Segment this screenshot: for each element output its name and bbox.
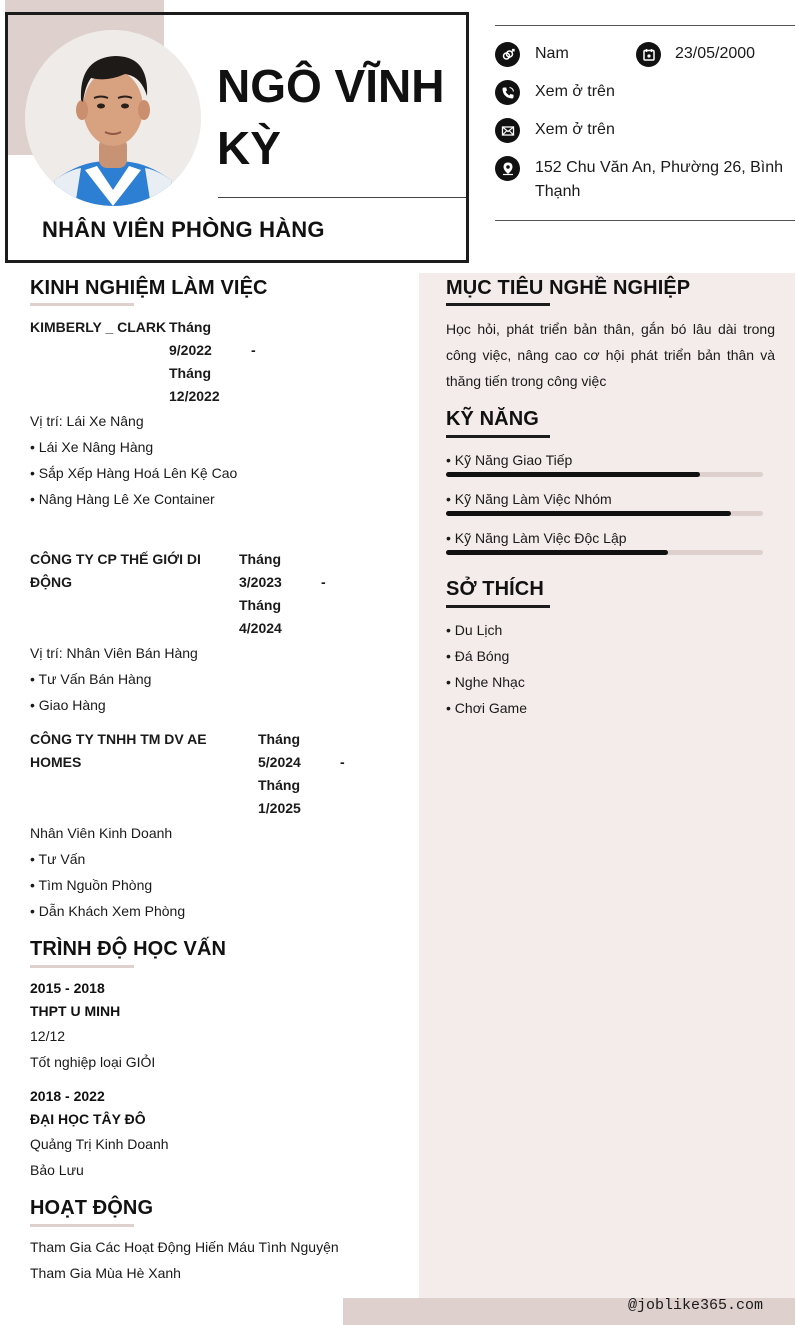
activity-item: Tham Gia Các Hoạt Động Hiến Máu Tình Nguyện (30, 1239, 339, 1255)
email-value: Xem ở trên (535, 121, 615, 138)
hobbies-list (446, 617, 527, 721)
job-details (30, 640, 198, 718)
education-detail: Tốt nghiệp loại GIỎI (30, 1054, 156, 1070)
hobby-item: • Du Lịch (446, 622, 503, 638)
job-entry (30, 316, 256, 408)
gender-value: Nam (535, 45, 569, 62)
gender-icon (495, 42, 520, 67)
education-school: THPT U MINH (30, 1003, 121, 1019)
skill-item (446, 450, 763, 477)
job-duty: • Tìm Nguồn Phòng (30, 877, 153, 893)
skill-bar-fill (446, 511, 731, 516)
skill-label: • Kỹ Năng Giao Tiếp (446, 452, 573, 468)
job-position: Vị trí: Lái Xe Nâng (30, 413, 144, 429)
activities-heading-rule (30, 1224, 134, 1227)
education-entry (30, 977, 155, 1075)
job-entry (30, 728, 345, 820)
job-duty: • Sắp Xếp Hàng Hoá Lên Kệ Cao (30, 465, 238, 481)
phone-value: Xem ở trên (535, 83, 615, 100)
job-title: NHÂN VIÊN PHÒNG HÀNG (42, 217, 325, 242)
job-company: CÔNG TY CP THẾ GIỚI DI ĐỘNG (30, 551, 201, 590)
education-detail: Quảng Trị Kinh Doanh (30, 1136, 169, 1152)
job-duty: • Nâng Hàng Lê Xe Container (30, 491, 215, 507)
job-date-dash: - (251, 342, 256, 358)
job-duty: • Tư Vấn (30, 851, 86, 867)
address-value: 152 Chu Văn An, Phường 26, Bình Thạnh (535, 159, 784, 200)
job-position: Vị trí: Nhân Viên Bán Hàng (30, 645, 198, 661)
job-entry (30, 548, 326, 640)
skills-heading: KỸ NĂNG (446, 408, 539, 430)
skill-bar-fill (446, 550, 668, 555)
skill-bar-track (446, 472, 763, 477)
job-date-dash: - (321, 574, 326, 590)
job-details (30, 408, 237, 512)
skills-heading-rule (446, 435, 550, 438)
job-duty: • Lái Xe Nâng Hàng (30, 439, 154, 455)
skill-label: • Kỹ Năng Làm Việc Độc Lập (446, 530, 627, 546)
footer-watermark: @joblike365.com (628, 1297, 764, 1314)
job-duty: • Giao Hàng (30, 697, 106, 713)
phone-icon (495, 80, 520, 105)
contact-bottom-rule (495, 220, 795, 221)
hobbies-heading-rule (446, 605, 550, 608)
activities-heading: HOẠT ĐỘNG (30, 1197, 154, 1219)
activity-item: Tham Gia Mùa Hè Xanh (30, 1265, 181, 1281)
objective-text: Học hỏi, phát triển bản thân, gắn bó lâu dài trong công việc, nâng cao cơ hội phát triển bản thân và thăng tiến trong công việc (446, 321, 775, 389)
job-duty: • Tư Vấn Bán Hàng (30, 671, 152, 687)
job-dates: Tháng 5/2024 Tháng 1/2025 (258, 731, 301, 816)
hobby-item: • Đá Bóng (446, 648, 510, 664)
skill-label: • Kỹ Năng Làm Việc Nhóm (446, 491, 612, 507)
name-divider (218, 197, 466, 198)
hobby-item: • Nghe Nhạc (446, 674, 525, 690)
skill-item (446, 528, 763, 555)
avatar (25, 30, 201, 206)
skill-bar-fill (446, 472, 700, 477)
education-years: 2015 - 2018 (30, 980, 105, 996)
avatar-photo (25, 30, 201, 206)
objective-heading: MỤC TIÊU NGHỀ NGHIỆP (446, 277, 691, 299)
candidate-name: NGÔ VĨNH KỲ (217, 60, 445, 174)
education-school: ĐẠI HỌC TÂY ĐÔ (30, 1111, 146, 1127)
hobby-item: • Chơi Game (446, 700, 527, 716)
email-icon (495, 118, 520, 143)
skill-bar-track (446, 550, 763, 555)
job-duty: • Dẫn Khách Xem Phòng (30, 903, 186, 919)
education-detail: 12/12 (30, 1028, 66, 1044)
skill-bar-track (446, 511, 763, 516)
objective-heading-rule (446, 303, 550, 306)
job-date-dash: - (340, 754, 345, 770)
job-company: KIMBERLY _ CLARK (30, 319, 167, 335)
job-position: Nhân Viên Kinh Doanh (30, 825, 173, 841)
education-heading-rule (30, 965, 134, 968)
experience-heading: KINH NGHIỆM LÀM VIỆC (30, 277, 268, 299)
job-details (30, 820, 185, 924)
job-dates: Tháng 3/2023 Tháng 4/2024 (239, 551, 282, 636)
calendar-icon (636, 42, 661, 67)
birthday-value: 23/05/2000 (675, 45, 756, 62)
education-detail: Bảo Lưu (30, 1162, 84, 1178)
location-pin-icon (495, 156, 520, 181)
hobbies-heading: SỞ THÍCH (446, 578, 544, 600)
education-years: 2018 - 2022 (30, 1088, 105, 1104)
job-dates: Tháng 9/2022 Tháng 12/2022 (169, 319, 220, 404)
skill-item (446, 489, 763, 516)
contact-top-rule (495, 25, 795, 26)
experience-heading-rule (30, 303, 134, 306)
job-company: CÔNG TY TNHH TM DV AE HOMES (30, 731, 207, 770)
activities-list (30, 1234, 339, 1286)
education-heading: TRÌNH ĐỘ HỌC VẤN (30, 938, 227, 960)
education-entry (30, 1085, 169, 1183)
